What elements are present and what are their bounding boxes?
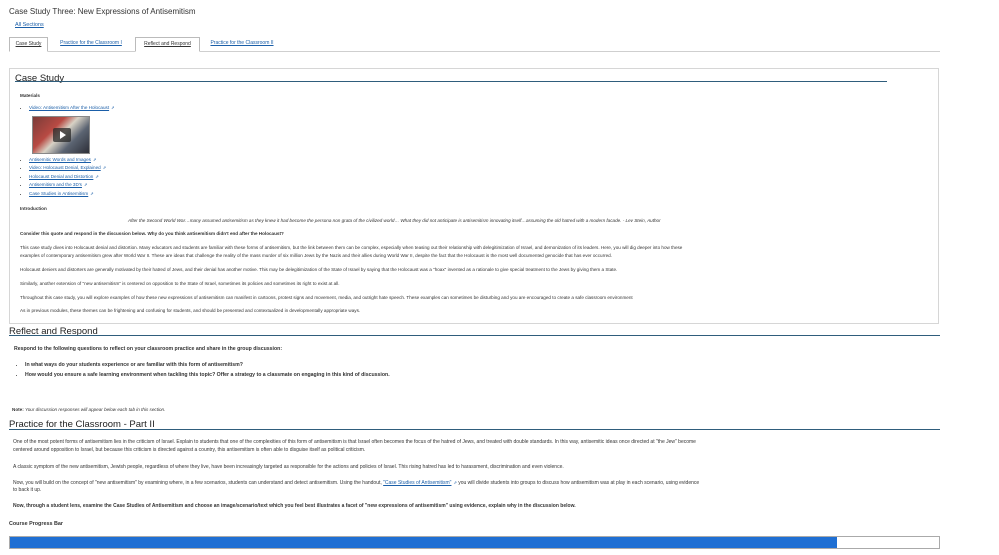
paragraph: One of the most potent forms of antisemitism lies in the criticism of Israel. Explain to students that one of the complexities of this form of antisemitism is that Israel often becomes the focus of the hatred of Jews, and treated with double standards. In this way, antisemitic ideas once directed at "the Jew" become bbox=[13, 439, 696, 445]
list-item: • In what ways do your students experience or are familiar with this form of antisemitism? bbox=[25, 361, 390, 371]
tab-reflect-respond[interactable]: Reflect and Respond bbox=[135, 37, 200, 52]
paragraph: to back it up. bbox=[13, 487, 42, 493]
paragraph: Throughout this case study, you will explore examples of how these new expressions of antisemitism can manifest in cartoons, protest signs and movement, media, and outright hate speech. These examples can sometimes be disturbing and you are encouraged to create a safe classroom environment bbox=[20, 295, 633, 300]
play-icon[interactable] bbox=[53, 128, 71, 142]
paragraph: As in previous modules, these themes can be frightening and confusing for students, and should be presented and contextualized in developmentally appropriate ways. bbox=[20, 308, 361, 313]
list-item bbox=[29, 181, 106, 189]
handout-link[interactable]: "Case Studies of Antisemitism" bbox=[383, 480, 452, 486]
paragraph: examples of contemporary antisemitism grew after World War II. These are ideas that challenge the reality of the mass murder of six million Jews by the Nazis and their allies during World War II, despite the fact that the Holocaust is the most well documented genocide that has ever occurred. bbox=[20, 253, 613, 258]
paragraph: This case study dives into Holocaust denial and distortion. Many educators and students are familiar with these forms of antisemitism, but the link between them can be complex, especially when teasing out their relationship with delegitimization of Israel, and demonization of its leaders. Here, you will dig deeper into how these bbox=[20, 245, 683, 250]
intro-label: Introduction bbox=[20, 206, 47, 211]
tab-practice-1[interactable]: Practice for the Classroom I bbox=[60, 40, 122, 46]
section-rule bbox=[9, 335, 940, 336]
paragraph: Holocaust deniers and distorters are generally motivated by their hatred of Jews, and their denial has another motive. This may be delegitimization of the State of Israel by saying that the Holocaust was a "hoax" invented as a rationale to give special treatment to the Jews by giving them a State. bbox=[20, 267, 618, 272]
paragraph-text: Now, you will build on the concept of "new antisemitism" by examining where, in a few scenarios, students can understand and detect antisemitism. Using the handout, bbox=[13, 480, 384, 486]
tab-case-study[interactable]: Case Study bbox=[9, 37, 48, 52]
discussion-note bbox=[12, 406, 165, 414]
progress-fill bbox=[10, 537, 837, 548]
external-link-icon: ⇗ bbox=[83, 182, 88, 188]
tab-practice-2[interactable]: Practice for the Classroom II bbox=[210, 40, 274, 46]
external-link-icon: ⇗ bbox=[90, 190, 94, 196]
all-sections-link[interactable]: All Sections bbox=[15, 22, 44, 28]
tab-bar bbox=[9, 37, 940, 52]
materials-label: Materials bbox=[20, 93, 40, 98]
list-item bbox=[29, 104, 114, 112]
material-link[interactable]: Antisemitic Words and Images bbox=[29, 157, 91, 162]
progress-label: Course Progress Bar bbox=[9, 521, 63, 527]
note-text: Your discussion responses will appear below each tab in this section. bbox=[23, 407, 166, 412]
materials-list bbox=[20, 104, 114, 112]
list-item bbox=[29, 164, 106, 172]
external-link-icon: ⇗ bbox=[95, 173, 99, 179]
list-item bbox=[29, 173, 106, 181]
quote-text: After the Second World War…many assumed antisemitism as they knew it had become the persona non grata of the civilized world… What they did not anticipate is antisemitism innovating itself…assuming the old hatred with a modern facade. - Lev Stein, Author bbox=[128, 218, 661, 223]
reflect-intro: Respond to the following questions to reflect on your classroom practice and share in the group discussion: bbox=[14, 346, 283, 352]
external-link-icon: ⇗ bbox=[92, 157, 97, 162]
external-link-icon: ⇗ bbox=[111, 105, 115, 110]
material-link[interactable]: Holocaust Denial and Distortion bbox=[29, 173, 94, 179]
paragraph: A classic symptom of the new antisemitism, Jewish people, regardless of where they live, have been increasingly targeted as responsible for the actions and policies of Israel. This rising hatred has led to harassment, discrimination and even violence. bbox=[13, 464, 564, 470]
material-link[interactable]: Antisemitism and the 3D's bbox=[29, 182, 82, 188]
section-rule bbox=[9, 429, 940, 430]
video-link[interactable]: Video: Antisemitism After the Holocaust bbox=[29, 105, 110, 110]
material-link[interactable]: Case Studies in Antisemitism bbox=[29, 190, 89, 196]
paragraph: centered around opposition to Israel, but because this criticism is directed against a country, this antisemitism is often able to disguise itself as political criticism. bbox=[13, 447, 366, 453]
section-rule bbox=[15, 81, 887, 82]
case-study-heading: Case Study bbox=[15, 73, 65, 84]
paragraph bbox=[13, 479, 699, 488]
note-label: Note: bbox=[12, 407, 24, 412]
reflect-questions bbox=[16, 361, 390, 380]
paragraph-text: you will divide students into groups to discuss how antisemitism was at play in each scenario, using evidence bbox=[456, 480, 700, 486]
reflect-heading: Reflect and Respond bbox=[9, 326, 98, 337]
list-item bbox=[29, 156, 106, 164]
list-item bbox=[29, 190, 106, 198]
list-item: • How would you ensure a safe learning environment when tackling this topic? Offer a strategy to a classmate on engaging in this kind of discussion. bbox=[25, 371, 390, 381]
materials-links bbox=[20, 156, 106, 198]
paragraph: Similarly, another extension of "new antisemitism" is centered on opposition to the State of Israel, sometimes its policies and sometimes its right to exist at all. bbox=[20, 281, 340, 286]
page-title: Case Study Three: New Expressions of Antisemitism bbox=[9, 7, 196, 16]
discussion-prompt: Consider this quote and respond in the discussion below. Why do you think antisemitism didn't end after the Holocaust? bbox=[20, 231, 284, 236]
video-thumbnail[interactable] bbox=[32, 116, 90, 154]
paragraph: Now, through a student lens, examine the Case Studies of Antisemitism and choose an image/scenario/text which you feel best illustrates a facet of "new expressions of antisemitism" using evidence, explain why in the discussion below. bbox=[13, 503, 576, 509]
progress-bar bbox=[9, 536, 940, 549]
external-link-icon: ⇗ bbox=[453, 480, 457, 485]
external-link-icon: ⇗ bbox=[102, 165, 107, 171]
practice2-heading: Practice for the Classroom - Part II bbox=[9, 419, 155, 430]
material-link[interactable]: Video: Holocaust Denial, Explained bbox=[29, 165, 101, 171]
